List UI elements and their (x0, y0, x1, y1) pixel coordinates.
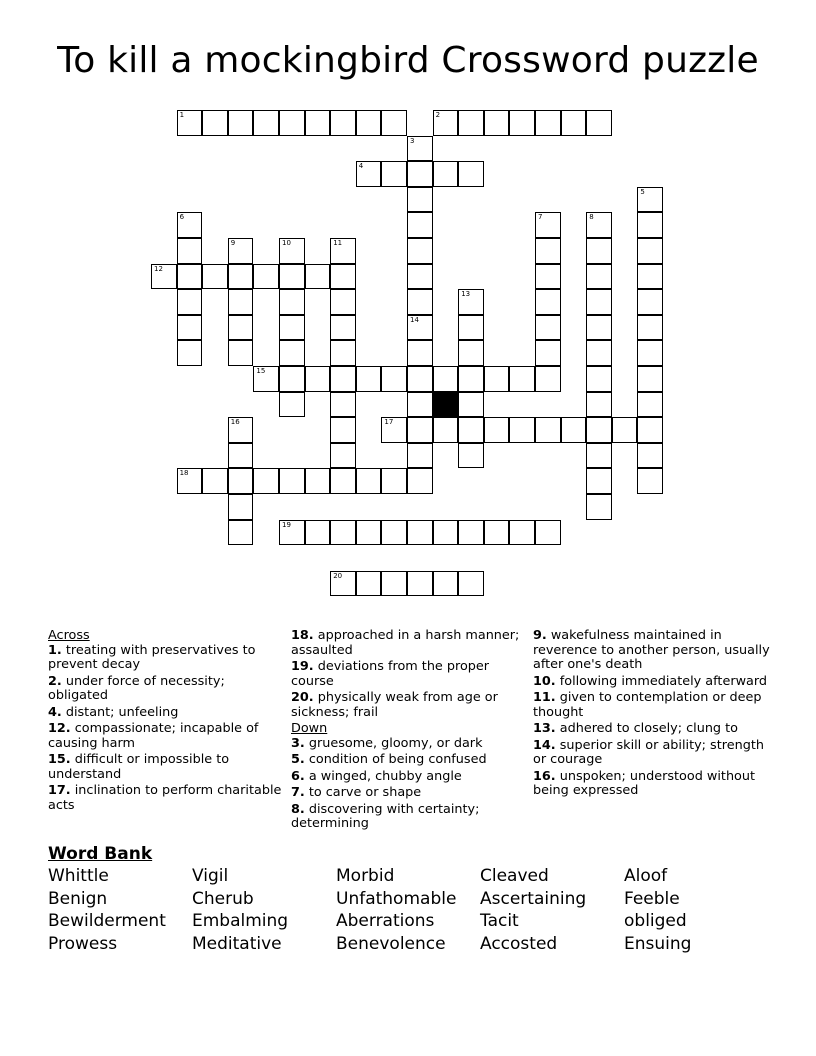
word-bank-row (48, 934, 768, 957)
clue-item (291, 786, 529, 801)
grid-cell[interactable] (458, 417, 484, 443)
grid-cell[interactable] (177, 212, 203, 238)
clue-number: 15. (48, 752, 71, 767)
grid-cell[interactable] (586, 366, 612, 392)
grid-cell[interactable] (305, 110, 331, 136)
grid-cell[interactable] (279, 289, 305, 315)
grid-cell[interactable] (330, 417, 356, 443)
grid-cell[interactable] (637, 468, 663, 494)
grid-cell[interactable] (637, 238, 663, 264)
across-clue-list (48, 644, 286, 814)
across-clue-list-continued (291, 629, 529, 720)
grid-cell[interactable] (330, 238, 356, 264)
grid-cell[interactable] (637, 392, 663, 418)
grid-cell[interactable] (279, 315, 305, 341)
grid-cell[interactable] (305, 366, 331, 392)
grid-cell[interactable] (228, 289, 254, 315)
grid-cell[interactable] (279, 366, 305, 392)
grid-cell[interactable] (279, 392, 305, 418)
word-bank-title: Word Bank (48, 844, 153, 864)
grid-cell[interactable] (586, 264, 612, 290)
grid-cell[interactable] (407, 187, 433, 213)
word-bank-word: Whittle (48, 866, 109, 886)
grid-cell[interactable] (637, 187, 663, 213)
grid-cell[interactable] (330, 110, 356, 136)
grid-cell[interactable] (458, 110, 484, 136)
grid-cell[interactable] (407, 366, 433, 392)
grid-cell[interactable] (561, 110, 587, 136)
clue-item (291, 753, 529, 768)
word-bank-word: Cleaved (480, 866, 549, 886)
grid-cell[interactable] (458, 392, 484, 418)
across-heading: Across (48, 628, 90, 643)
grid-cell[interactable] (509, 520, 535, 546)
clue-number: 3. (291, 735, 305, 751)
clue-number-label: 10 (282, 239, 291, 247)
grid-cell[interactable] (586, 392, 612, 418)
clue-number: 8. (291, 801, 305, 817)
clue-number-label: 1 (179, 111, 185, 119)
grid-cell[interactable] (202, 110, 228, 136)
grid-cell[interactable] (407, 468, 433, 494)
clue-number-label: 13 (461, 290, 471, 299)
clue-text: unspoken; understood without being expressed (533, 768, 756, 798)
clue-item (533, 691, 771, 720)
clue-number-label: 7 (538, 213, 543, 222)
grid-cell[interactable] (228, 494, 254, 520)
clue-item (291, 737, 529, 752)
clue-number: 10. (533, 673, 556, 689)
grid-cell[interactable] (305, 520, 331, 546)
clue-number: 9. (533, 628, 547, 643)
grid-cell[interactable] (509, 110, 535, 136)
grid-cell[interactable] (279, 264, 305, 290)
clue-text: given to contemplation or deep thought (533, 690, 762, 720)
word-bank-word: Prowess (48, 934, 118, 955)
clue-number: 2. (48, 673, 62, 689)
grid-cell[interactable] (458, 520, 484, 546)
word-bank-word: Ascertaining (480, 888, 587, 909)
grid-cell[interactable] (484, 366, 510, 392)
clue-item (48, 706, 286, 721)
grid-cell[interactable] (330, 315, 356, 341)
grid-cell[interactable] (202, 468, 228, 494)
grid-cell[interactable] (458, 340, 484, 366)
clue-text: difficult or impossible to understand (48, 752, 230, 782)
clue-item (48, 784, 286, 813)
clue-text: wakefulness maintained in reverence to another person, usually after one's death (533, 628, 770, 672)
grid-cell[interactable] (356, 520, 382, 546)
grid-cell[interactable] (407, 392, 433, 418)
word-bank-word: Aberrations (336, 911, 435, 932)
grid-cell[interactable] (330, 264, 356, 290)
word-bank-word: Ensuing (624, 934, 692, 955)
grid-cell[interactable] (586, 468, 612, 494)
grid-cell[interactable] (586, 443, 612, 469)
grid-cell[interactable] (637, 366, 663, 392)
grid-cell[interactable] (177, 264, 203, 290)
clue-number: 11. (533, 690, 556, 705)
word-bank-row (48, 889, 768, 912)
clue-item (48, 753, 286, 782)
grid-cell[interactable] (330, 392, 356, 418)
grid-cell[interactable] (407, 289, 433, 315)
word-bank-word: Tacit (480, 911, 519, 932)
grid-cell[interactable] (228, 417, 254, 443)
grid-cell[interactable] (407, 136, 433, 162)
clue-text: deviations from the proper course (291, 659, 490, 689)
clue-number-label: 4 (358, 162, 364, 171)
grid-cell[interactable] (458, 161, 484, 187)
grid-cell[interactable] (433, 366, 459, 392)
grid-cell[interactable] (535, 315, 561, 341)
grid-cell[interactable] (356, 571, 382, 597)
grid-cell[interactable] (202, 264, 228, 290)
grid-cell[interactable] (586, 315, 612, 341)
clue-number-label: 15 (256, 367, 266, 375)
grid-cell[interactable] (433, 110, 459, 136)
grid-cell[interactable] (458, 289, 484, 315)
clue-number-label: 6 (179, 213, 185, 222)
grid-cell[interactable] (535, 366, 561, 392)
clue-item (533, 770, 771, 799)
down-heading: Down (291, 721, 328, 736)
grid-cell[interactable] (330, 520, 356, 546)
grid-cell[interactable] (407, 212, 433, 238)
grid-cell[interactable] (330, 443, 356, 469)
grid-cell[interactable] (612, 417, 638, 443)
grid-cell[interactable] (509, 366, 535, 392)
grid-cell[interactable] (228, 110, 254, 136)
grid-cell[interactable] (330, 468, 356, 494)
word-bank-word: Benevolence (336, 934, 446, 955)
clue-text: to carve or shape (304, 785, 422, 800)
word-bank-word: Morbid (336, 866, 395, 886)
word-bank-row (48, 911, 768, 934)
clue-number: 18. (291, 628, 314, 643)
clue-number-label: 20 (333, 571, 343, 580)
clue-text: under force of necessity; obligated (48, 673, 225, 703)
grid-cell[interactable] (381, 161, 407, 187)
clue-item (291, 691, 529, 720)
clues-column-1 (48, 629, 286, 815)
clue-number-label: 8 (589, 213, 594, 222)
clue-number: 13. (533, 721, 556, 736)
grid-cell[interactable] (484, 520, 510, 546)
grid-cell[interactable] (535, 238, 561, 264)
grid-cell[interactable] (407, 340, 433, 366)
grid-cell[interactable] (279, 238, 305, 264)
clue-text: inclination to perform charitable acts (48, 783, 282, 813)
clue-item (291, 629, 529, 658)
grid-cell[interactable] (330, 340, 356, 366)
down-clue-list-continued (533, 629, 771, 799)
grid-cell[interactable] (228, 468, 254, 494)
grid-cell[interactable] (561, 417, 587, 443)
clue-item (533, 629, 771, 673)
grid-cell[interactable] (637, 340, 663, 366)
grid-cell[interactable] (637, 212, 663, 238)
grid-cell[interactable] (637, 443, 663, 469)
clue-number: 1. (48, 642, 62, 658)
grid-cell[interactable] (381, 520, 407, 546)
grid-cell[interactable] (330, 289, 356, 315)
clue-number-label: 11 (333, 239, 343, 247)
grid-cell[interactable] (305, 264, 331, 290)
clue-item (291, 803, 529, 832)
clue-number: 14. (533, 737, 556, 753)
clue-number-label: 17 (384, 418, 394, 427)
grid-cell[interactable] (433, 571, 459, 597)
grid-cell[interactable] (407, 520, 433, 546)
grid-cell[interactable] (151, 264, 177, 290)
grid-cell[interactable] (305, 468, 331, 494)
word-bank-word: Cherub (192, 888, 254, 909)
grid-cell[interactable] (407, 264, 433, 290)
clue-number: 5. (291, 752, 305, 767)
grid-cell[interactable] (407, 443, 433, 469)
grid-cell[interactable] (356, 366, 382, 392)
clue-number-label: 16 (230, 418, 240, 427)
clues-column-2 (291, 629, 529, 834)
clue-item (48, 675, 286, 704)
word-bank-word: Bewilderment (48, 911, 166, 932)
clue-number: 4. (48, 704, 62, 720)
grid-cell[interactable] (586, 340, 612, 366)
clue-item (48, 644, 286, 673)
clue-number-label: 9 (230, 239, 236, 247)
clue-item (291, 660, 529, 689)
grid-cell[interactable] (177, 110, 203, 136)
grid-cell[interactable] (177, 289, 203, 315)
grid-cell[interactable] (637, 289, 663, 315)
grid-cell[interactable] (586, 289, 612, 315)
word-bank-word: Accosted (480, 934, 558, 955)
grid-cell[interactable] (484, 110, 510, 136)
grid-cell[interactable] (586, 417, 612, 443)
grid-cell[interactable] (535, 212, 561, 238)
word-bank-word: Feeble (624, 888, 680, 909)
grid-cell[interactable] (279, 468, 305, 494)
grid-cell[interactable] (407, 161, 433, 187)
grid-cell[interactable] (586, 494, 612, 520)
grid-cell[interactable] (407, 417, 433, 443)
grid-cell[interactable] (228, 520, 254, 546)
grid-cell[interactable] (637, 417, 663, 443)
grid-cell[interactable] (253, 468, 279, 494)
grid-cell[interactable] (381, 571, 407, 597)
clue-text: treating with preservatives to prevent decay (48, 642, 256, 672)
grid-cell[interactable] (253, 366, 279, 392)
clue-text: gruesome, gloomy, or dark (304, 735, 483, 751)
grid-cell[interactable] (177, 468, 203, 494)
grid-cell[interactable] (458, 571, 484, 597)
grid-cell[interactable] (458, 366, 484, 392)
clue-number-label: 19 (282, 520, 291, 529)
clue-number: 19. (291, 659, 314, 674)
grid-cell[interactable] (356, 110, 382, 136)
grid-cell[interactable] (637, 264, 663, 290)
clue-text: superior skill or ability; strength or courage (533, 737, 764, 767)
clue-number: 12. (48, 721, 71, 736)
clue-text: condition of being confused (304, 752, 487, 767)
clue-number: 7. (291, 785, 305, 800)
grid-cell[interactable] (228, 315, 254, 341)
clue-text: discovering with certainty; determining (291, 801, 480, 831)
clue-item (533, 739, 771, 768)
grid-cell[interactable] (535, 264, 561, 290)
grid-cell[interactable] (356, 468, 382, 494)
grid-cell[interactable] (586, 212, 612, 238)
grid-cell[interactable] (407, 238, 433, 264)
clue-text: approached in a harsh manner; assaulted (291, 628, 520, 658)
page-title: To kill a mockingbird Crossword puzzle (57, 40, 759, 81)
word-bank-word: obliged (624, 911, 687, 932)
clue-number-label: 14 (410, 315, 419, 324)
clue-item (533, 675, 771, 690)
grid-cell[interactable] (458, 443, 484, 469)
grid-cell[interactable] (535, 520, 561, 546)
grid-cell[interactable] (509, 417, 535, 443)
word-bank (48, 866, 768, 957)
clue-number-label: 18 (179, 469, 189, 478)
word-bank-word: Meditative (192, 934, 282, 955)
clue-number-label: 5 (640, 187, 645, 196)
grid-cell[interactable] (407, 571, 433, 597)
grid-cell[interactable] (458, 315, 484, 341)
grid-cell[interactable] (228, 238, 254, 264)
grid-cell[interactable] (535, 289, 561, 315)
grid-cell[interactable] (433, 520, 459, 546)
grid-cell[interactable] (484, 417, 510, 443)
word-bank-word: Benign (48, 888, 108, 909)
grid-cell[interactable] (177, 315, 203, 341)
grid-cell[interactable] (279, 340, 305, 366)
grid-cell[interactable] (330, 366, 356, 392)
grid-cell[interactable] (586, 110, 612, 136)
clue-number: 16. (533, 768, 556, 784)
grid-cell[interactable] (535, 417, 561, 443)
clue-text: compassionate; incapable of causing harm (48, 721, 259, 751)
clue-number: 6. (291, 768, 305, 784)
grid-cell[interactable] (381, 417, 407, 443)
word-bank-word: Unfathomable (336, 888, 457, 909)
grid-cell[interactable] (535, 340, 561, 366)
clue-number-label: 2 (435, 111, 441, 119)
grid-cell[interactable] (356, 161, 382, 187)
word-bank-word: Vigil (192, 866, 229, 886)
clue-number: 17. (48, 783, 71, 798)
grid-cell[interactable] (228, 264, 254, 290)
grid-cell[interactable] (586, 238, 612, 264)
black-square (433, 392, 459, 418)
word-bank-row (48, 866, 768, 889)
grid-cell[interactable] (177, 340, 203, 366)
grid-cell[interactable] (279, 520, 305, 546)
clue-text: adhered to closely; clung to (555, 721, 738, 736)
grid-cell[interactable] (177, 238, 203, 264)
grid-cell[interactable] (407, 315, 433, 341)
clue-item (291, 770, 529, 785)
clues-column-3 (533, 629, 771, 801)
clue-item (48, 722, 286, 751)
grid-cell[interactable] (253, 110, 279, 136)
clue-text: distant; unfeeling (61, 704, 179, 720)
grid-cell[interactable] (279, 110, 305, 136)
grid-cell[interactable] (381, 468, 407, 494)
grid-cell[interactable] (228, 340, 254, 366)
grid-cell[interactable] (381, 366, 407, 392)
grid-cell[interactable] (637, 315, 663, 341)
grid-cell[interactable] (535, 110, 561, 136)
grid-cell[interactable] (253, 264, 279, 290)
clue-number: 20. (291, 690, 314, 705)
down-clue-list (291, 737, 529, 832)
grid-cell[interactable] (381, 110, 407, 136)
clue-text: following immediately afterward (555, 673, 768, 689)
grid-cell[interactable] (228, 443, 254, 469)
word-bank-word: Embalming (192, 911, 289, 932)
word-bank-word: Aloof (624, 866, 668, 886)
grid-cell[interactable] (433, 417, 459, 443)
clue-number-label: 3 (410, 136, 415, 145)
grid-cell[interactable] (433, 161, 459, 187)
clue-text: a winged, chubby angle (304, 768, 462, 784)
clue-item (533, 722, 771, 737)
clue-text: physically weak from age or sickness; frail (291, 690, 498, 720)
clue-number-label: 12 (154, 264, 163, 273)
grid-cell[interactable] (330, 571, 356, 597)
